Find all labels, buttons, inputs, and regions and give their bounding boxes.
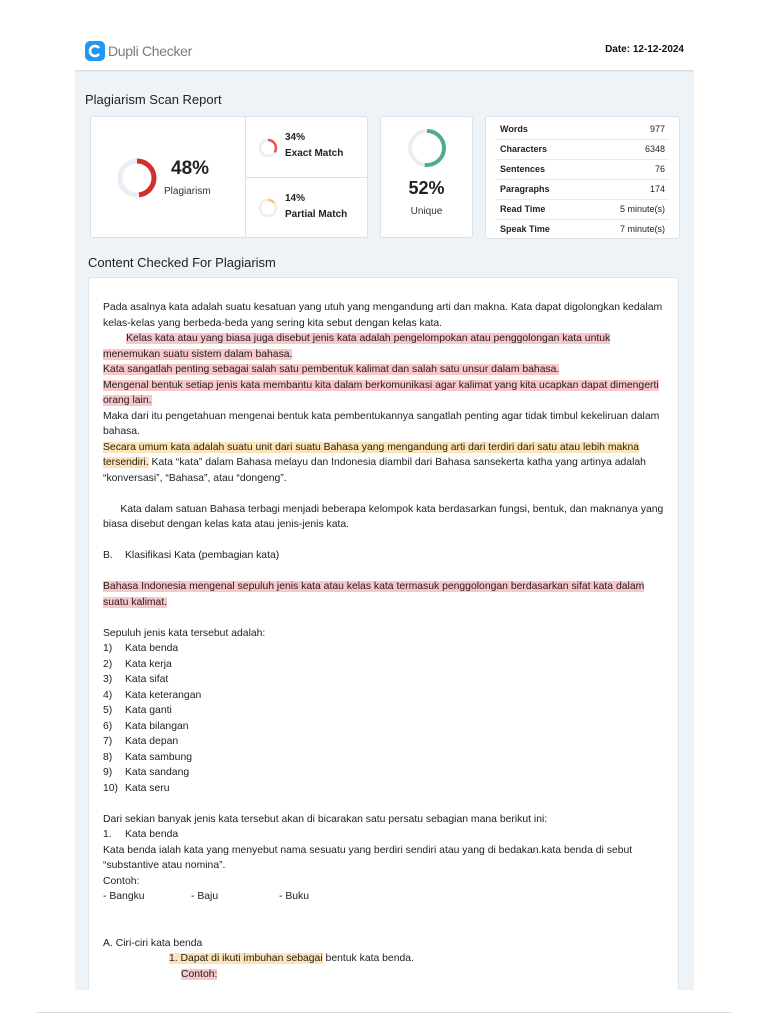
match-card: [245, 116, 368, 238]
heading-text: Klasifikasi Kata (pembagian kata): [125, 550, 280, 561]
exact-match-section: [246, 117, 367, 178]
list-item: [103, 688, 668, 704]
exact-match-label: Exact Match: [285, 148, 344, 159]
partial-match-label: Partial Match: [285, 209, 348, 220]
list-text: Kata depan: [125, 736, 179, 747]
list-text: Kata bilangan: [125, 720, 189, 732]
stat-row: [496, 220, 669, 239]
stat-label: Characters: [500, 144, 548, 154]
example-item: - Bangku: [103, 891, 145, 902]
list-number: 10): [103, 782, 119, 794]
list-item: [103, 734, 668, 750]
list-number: 2): [103, 658, 113, 670]
paragraph-exact-match: [103, 967, 668, 983]
paragraph-text: Kata dalam satuan Bahasa terbagi menjadi beberapa kelompok kata berdasarkan fungsi, bentuk, dan maknanya yang biasa disebut dengan kelas kata atau jenis-jenis kata.: [103, 503, 664, 530]
report-page: [75, 32, 694, 990]
stat-value: 977: [649, 124, 665, 134]
stat-row: [496, 120, 669, 140]
list-item: [103, 672, 668, 688]
list-item: [103, 719, 668, 735]
example-item: - Baju: [191, 891, 219, 902]
list-text: Kata seru: [125, 782, 170, 794]
list-item: [103, 657, 668, 673]
list-number: 6): [103, 720, 113, 732]
stats-table: [486, 117, 679, 239]
exact-match-highlight: Kelas kata atau yang biasa juga disebut jenis kata adalah pengelompokan atau penggolongan kata untuk menemukan suatu sistem dalam bahasa.: [103, 333, 611, 360]
stat-row: [496, 200, 669, 220]
stat-row: [496, 160, 669, 180]
stat-value: 6348: [644, 144, 665, 154]
partial-match-highlight: 1. Dapat di ikuti imbuhan sebagai: [169, 953, 323, 964]
stat-value: 7 minute(s): [619, 224, 665, 234]
list-item: [103, 641, 668, 657]
stat-row: [496, 140, 669, 160]
partial-match-donut: [258, 198, 278, 218]
example-row: [103, 889, 668, 905]
unique-label: Unique: [410, 206, 443, 217]
checked-text: [103, 300, 668, 982]
paragraph-exact-match: [103, 378, 668, 409]
list-number: 9): [103, 767, 113, 778]
list-number: 8): [103, 751, 113, 763]
stats-card: [485, 116, 680, 239]
stat-label: Speak Time: [500, 224, 550, 234]
stat-label: Words: [500, 124, 528, 134]
paragraph-exact-match: [103, 331, 668, 362]
list-item: [103, 781, 668, 797]
list-text: Kata ganti: [125, 705, 172, 716]
unique-card: [380, 116, 473, 238]
partial-match-percent: 14%: [285, 193, 306, 204]
plagiarism-percent: 48%: [171, 158, 210, 179]
exact-match-donut: [258, 138, 278, 158]
list-text: Kata sifat: [125, 674, 169, 685]
stat-value: 76: [654, 164, 665, 174]
paragraph-rest: bentuk kata benda.: [322, 953, 414, 964]
list-text: Kata kerja: [125, 658, 172, 670]
partial-match-highlight: Secara umum kata adalah suatu unit dari suatu Bahasa yang mengandung arti dari terdiri dari satu atau lebih makna tersendiri.: [103, 441, 640, 468]
paragraph-exact-match: [103, 579, 668, 610]
list-number: 4): [103, 689, 113, 701]
sub-heading: [103, 827, 668, 843]
heading-number: 1.: [103, 829, 112, 840]
stat-row: [496, 180, 669, 200]
content-box: [88, 277, 679, 990]
header-bar: [75, 32, 694, 70]
list-text: Kata benda: [125, 643, 179, 654]
stat-label: Paragraphs: [500, 184, 550, 194]
exact-match-highlight: Contoh:: [181, 968, 218, 980]
plagiarism-donut: [115, 156, 159, 200]
report-date: Date: 12-12-2024: [605, 44, 684, 55]
list-text: Kata sambung: [125, 751, 193, 763]
paragraph: Contoh:: [103, 875, 140, 887]
partial-match-section: [246, 178, 367, 238]
report-title: Plagiarism Scan Report: [85, 92, 222, 107]
plagiarism-card: [90, 116, 246, 238]
paragraph: Pada asalnya kata adalah suatu kesatuan yang utuh yang mengandung arti dan makna. Kata dapat digolongkan kedalam kelas-kelas yang berbeda-beda yang sering kita sebut dengan kelas kata.: [103, 302, 663, 329]
content-title: Content Checked For Plagiarism: [88, 255, 276, 270]
stat-value: 174: [649, 184, 665, 194]
list-item: [103, 765, 668, 781]
list-item: [103, 703, 668, 719]
exact-match-percent: 34%: [285, 132, 306, 143]
paragraph: Sepuluh jenis kata tersebut adalah:: [103, 627, 266, 639]
plagiarism-label: Plagiarism: [164, 186, 211, 197]
page-divider: [36, 1012, 732, 1013]
heading-text: Kata benda: [125, 829, 179, 840]
stat-label: Read Time: [500, 204, 546, 214]
list-number: 1): [103, 643, 113, 654]
exact-match-highlight: Kata sangatlah penting sebagai salah satu pembentuk kalimat dan salah satu unsur dalam bahasa.: [103, 364, 560, 375]
paragraph: A. Ciri-ciri kata benda: [103, 937, 203, 949]
paragraph: [103, 502, 668, 533]
logo[interactable]: [85, 41, 192, 61]
stat-value: 5 minute(s): [619, 204, 665, 214]
stat-label: Sentences: [500, 164, 546, 174]
section-heading: [103, 548, 668, 564]
paragraph-rest: Kata “kata” dalam Bahasa melayu dan Indonesia diambil dari Bahasa sansekerta katha yang artinya adalah “konversasi”, “Bahasa”, atau “dongeng”.: [103, 457, 646, 484]
paragraph-partial-match: [103, 440, 668, 487]
list-text: Kata sandang: [125, 767, 190, 778]
paragraph-exact-match: [103, 362, 668, 378]
list-number: 7): [103, 736, 113, 747]
exact-match-highlight: Bahasa Indonesia mengenal sepuluh jenis kata atau kelas kata termasuk penggolongan berdasarkan sifat kata dalam suatu kalimat.: [103, 581, 645, 608]
example-item: - Buku: [279, 891, 310, 902]
list-text: Kata keterangan: [125, 689, 202, 701]
list-number: 3): [103, 674, 113, 685]
exact-match-highlight: Mengenal bentuk setiap jenis kata membantu kita dalam berkomunikasi agar kalimat yang kita ucapkan dapat dimengerti orang lain.: [103, 379, 659, 406]
list-number: 5): [103, 705, 113, 716]
duplichecker-logo-icon: [85, 41, 105, 61]
unique-percent: 52%: [408, 178, 445, 198]
paragraph: Dari sekian banyak jenis kata tersebut akan di bicarakan satu persatu sebagian mana berikut ini:: [103, 813, 548, 825]
paragraph-partial-match: [103, 951, 668, 967]
logo-text: Dupli Checker: [108, 43, 193, 59]
unique-donut: [405, 126, 449, 170]
list-item: [103, 750, 668, 766]
heading-number: B.: [103, 550, 113, 561]
paragraph: Kata benda ialah kata yang menyebut nama sesuatu yang berdiri sendiri atau yang di bedakan.kata benda di sebut “substantive atau nomina”.: [103, 844, 633, 871]
word-class-list: [103, 641, 668, 796]
paragraph: Maka dari itu pengetahuan mengenai bentuk kata pembentukannya sangatlah penting agar tidak timbul kekeliruan dalam bahasa.: [103, 410, 660, 437]
